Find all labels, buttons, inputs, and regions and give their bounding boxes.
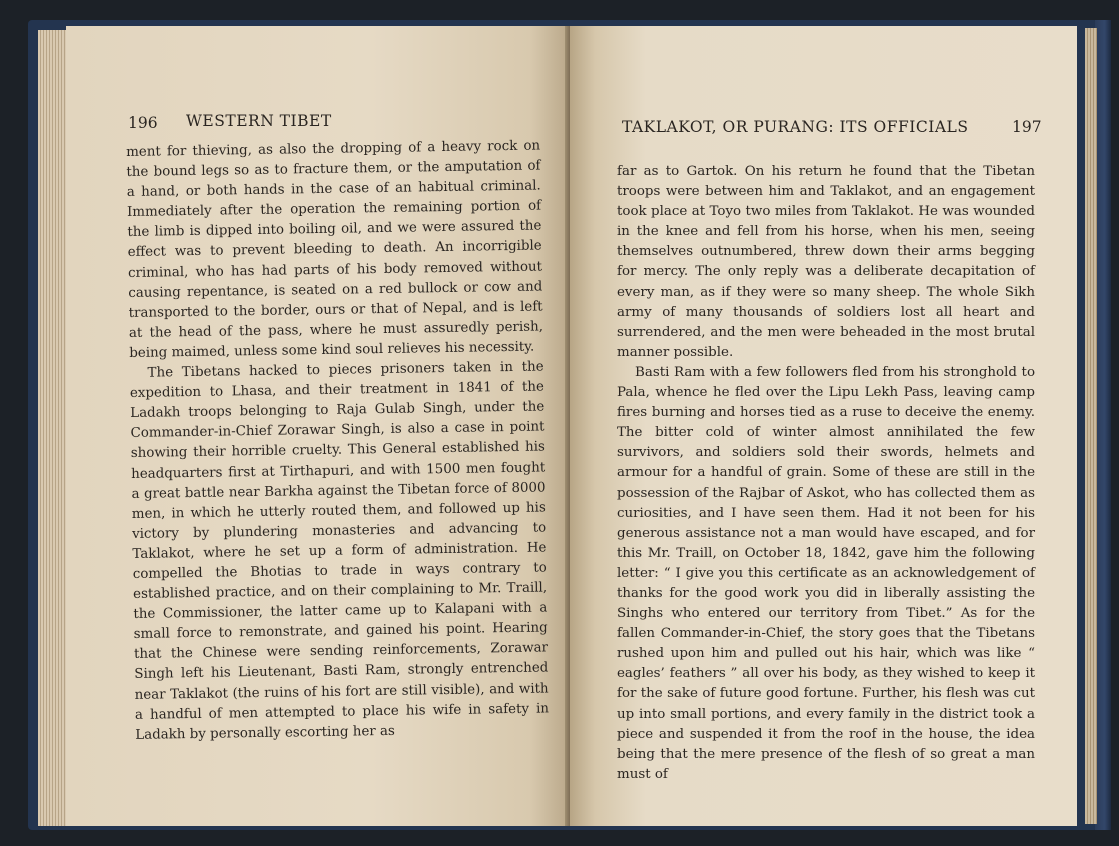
cover-edge xyxy=(1095,20,1111,830)
page-number: 196 xyxy=(128,114,158,132)
left-page xyxy=(66,26,570,826)
page-body xyxy=(617,162,1035,785)
page-edges-right xyxy=(1085,28,1097,824)
paragraph: ment for thieving, as also the dropping of a heavy rock on the bound legs so as to fracture them, or the amputation of a hand, or both hands in the case of an habitual criminal. Immediately after the operation the remaining portion of the limb is dipped into boiling oil, and we were assured the effect was to prevent bleeding to death. An incorrigible criminal, who has had parts of his body removed without causing repentance, is seated on a red bullock or cow and transported to the border, ours or that of Nepal, and is left at the head of the pass, where he must assuredly perish, being maimed, unless some kind soul relieves his necessity. xyxy=(126,138,544,361)
running-head: TAKLAKOT, OR PURANG: ITS OFFICIALS xyxy=(622,118,969,136)
paragraph: far as to Gartok. On his return he found that the Tibetan troops were between him and Taklakot, and an engagement took place at Toyo two miles from Taklakot. He was wounded in the knee and fell from his horse, when his men, seeing themselves outnumbered, threw down their arms begging for mercy. The only reply was a deliberate decapitation of every man, as if they were so many sheep. The whole Sikh army of many thousands of soldiers lost all heart and surrendered, and the men were beheaded in the most brutal manner possible. xyxy=(617,164,1035,360)
right-page xyxy=(570,26,1077,826)
paragraph: Basti Ram with a few followers fled from his stronghold to Pala, whence he fled over the Lipu Lekh Pass, leaving camp fires burning and horses tied as a ruse to deceive the enemy. The bitter cold of winter almost annihilated the few survivors, and soldiers sold their swords, helmets and armour for a handful of grain. Some of these are still in the possession of the Rajbar of Askot, who has collected them as curiosities, and I have seen them. Had it not been for his generous assistance not a man would have escaped, and for this Mr. Traill, on October 18, 1842, gave him the following letter: “ I give you this certificate as an acknowledgement of thanks for the good work you did in liberally assisting the Singhs who entered our territory from Tibet.” As for the fallen Commander-in-Chief, the story goes that the Tibetans rushed upon him and pulled out his hair, which was like “ eagles’ feathers ” all over his body, as they wished to keep it for the sake of future good fortune. Further, his flesh was cut up into small portions, and every family in the district took a piece and suspended it from the roof in the house, the idea being that the mere presence of the flesh of so great a man must of xyxy=(617,364,1035,782)
paragraph: The Tibetans hacked to pieces prisoners taken in the expedition to Lhasa, and their treatment in 1841 of the Ladakh troops belonging to Raja Gulab Singh, under the Commander-in-Chief Zorawar Singh, is also a case in point showing their horrible cruelty. This General established his headquarters first at Tirthapuri, and with 1500 men fought a great battle near Barkha against the Tibetan force of 8000 men, in which he utterly routed them, and followed up his victory by plundering monasteries and advancing to Taklakot, where he set up a form of administration. He compelled the Bhotias to trade in ways contrary to established practice, and on their complaining to Mr. Traill, the Commissioner, the latter came up to Kalapani with a small force to remonstrate, and gained his point. Hearing that the Chinese were sending reinforcements, Zorawar Singh left his Lieutenant, Basti Ram, strongly entrenched near Taklakot (the ruins of his fort are still visible), and with a handful of men attempted to place his wife in safety in Ladakh by personally escorting her as xyxy=(129,359,550,743)
page-number: 197 xyxy=(1012,118,1042,136)
running-head: WESTERN TIBET xyxy=(186,112,332,130)
page-body xyxy=(126,136,549,745)
